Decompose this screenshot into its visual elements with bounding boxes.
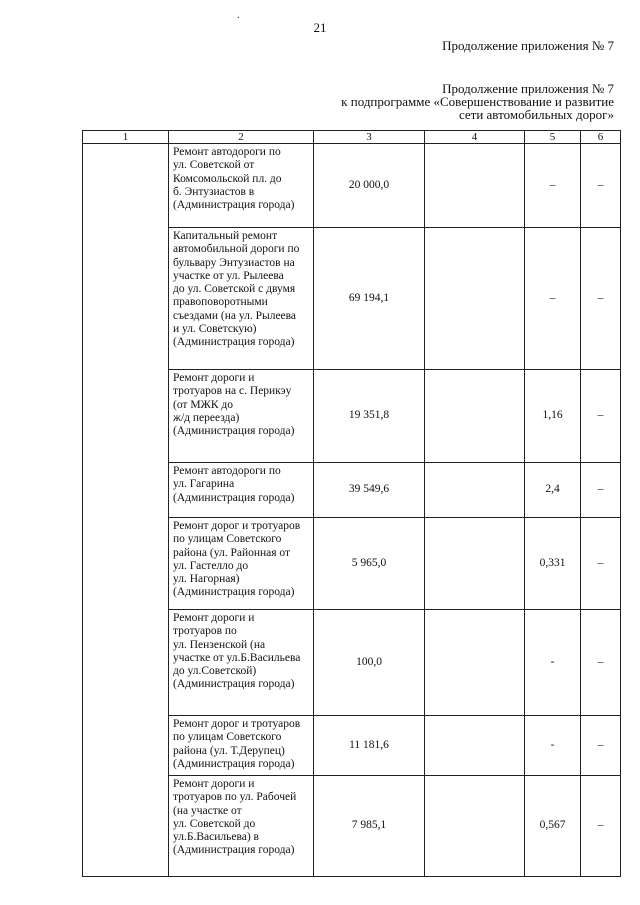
col6-cell: – (581, 228, 621, 370)
description-line: ул. Нагорная) (173, 573, 240, 586)
description-cell (169, 228, 314, 370)
col5-cell: – (525, 144, 581, 228)
description-line: района (ул. Районная от (173, 546, 291, 559)
description-line: и ул. Советскую) (173, 323, 257, 336)
description-line: (Администрация города) (173, 336, 295, 349)
continuation-line: сети автомобильных дорог» (458, 107, 614, 122)
amount-cell: 5 965,0 (314, 518, 425, 610)
description-line: (Администрация города) (173, 199, 295, 212)
col6-cell: – (581, 144, 621, 228)
description-cell (169, 463, 314, 518)
col5-cell: - (525, 716, 581, 776)
continuation-line: к подпрограмме «Совершенствование и развитие (341, 94, 614, 109)
col4-cell (425, 144, 525, 228)
col4-cell (425, 716, 525, 776)
col5-cell: 0,567 (525, 776, 581, 877)
description-line: съездами (на ул. Рылеева (173, 309, 297, 322)
description-line: (Администрация города) (173, 586, 295, 599)
col4-cell (425, 463, 525, 518)
col1-cell (83, 144, 169, 877)
description-cell (169, 610, 314, 716)
description-line: по улицам Советского (173, 533, 282, 546)
description-line: по улицам Советского (173, 731, 282, 744)
amount-cell: 69 194,1 (314, 228, 425, 370)
description-line: (от МЖК до (173, 398, 234, 411)
col5-cell: 2,4 (525, 463, 581, 518)
col6-cell: – (581, 370, 621, 463)
description-line: (Администрация города) (173, 757, 295, 770)
col6-cell: – (581, 518, 621, 610)
appendix-table (82, 130, 621, 877)
col4-cell (425, 610, 525, 716)
description-line: ж/д переезда) (173, 411, 240, 424)
description-line: автомобильной дороги по (173, 243, 300, 256)
description-line: ул. Пензенской (на (173, 638, 266, 651)
continuation-heading-block (341, 82, 614, 121)
description-line: Ремонт дороги и (173, 372, 255, 384)
description-line: участке от ул. Рылеева (173, 269, 284, 282)
column-number: 6 (581, 131, 621, 144)
amount-cell: 20 000,0 (314, 144, 425, 228)
description-line: ул. Советской до (173, 817, 256, 830)
description-cell (169, 716, 314, 776)
col4-cell (425, 518, 525, 610)
col5-cell: - (525, 610, 581, 716)
description-line: (Администрация города) (173, 491, 295, 504)
column-number: 2 (169, 131, 314, 144)
column-number: 4 (425, 131, 525, 144)
description-line: Ремонт автодороги по (173, 465, 281, 477)
amount-cell: 11 181,6 (314, 716, 425, 776)
continuation-line: Продолжение приложения № 7 (442, 81, 614, 96)
description-line: района (ул. Т.Дерупец) (173, 744, 285, 757)
description-line: Ремонт дороги и (173, 612, 255, 624)
description-line: тротуаров по ул. Рабочей (173, 791, 297, 804)
amount-cell: 100,0 (314, 610, 425, 716)
description-line: до ул.Советской) (173, 665, 257, 678)
description-cell (169, 776, 314, 877)
stray-dot: . (237, 10, 240, 21)
page-number: 21 (313, 20, 327, 35)
col5-cell: 0,331 (525, 518, 581, 610)
col6-cell: – (581, 776, 621, 877)
col4-cell (425, 370, 525, 463)
amount-cell: 7 985,1 (314, 776, 425, 877)
col6-cell: – (581, 716, 621, 776)
description-line: Ремонт автодороги по (173, 146, 281, 158)
description-cell (169, 370, 314, 463)
column-number: 5 (525, 131, 581, 144)
description-line: (Администрация города) (173, 678, 295, 691)
description-line: Комсомольской пл. до (173, 172, 282, 185)
description-line: тротуаров на с. Перикэу (173, 385, 292, 398)
description-line: ул. Советской от (173, 159, 255, 172)
description-line: (Администрация города) (173, 844, 295, 857)
col5-cell: 1,16 (525, 370, 581, 463)
description-line: б. Энтузиастов в (173, 185, 255, 198)
amount-cell: 39 549,6 (314, 463, 425, 518)
description-line: тротуаров по (173, 625, 237, 638)
description-line: Ремонт дорог и тротуаров (173, 520, 301, 532)
col4-cell (425, 776, 525, 877)
col6-cell: – (581, 610, 621, 716)
description-line: правоповоротными (173, 296, 268, 309)
column-number: 1 (83, 131, 169, 144)
continuation-heading-top: Продолжение приложения № 7 (442, 38, 614, 53)
table-row (83, 144, 621, 228)
col5-cell: – (525, 228, 581, 370)
description-line: бульвару Энтузиастов на (173, 256, 295, 269)
description-line: ул. Гагарина (173, 478, 235, 491)
description-line: ул.Б.Васильева) в (173, 831, 259, 844)
col4-cell (425, 228, 525, 370)
description-line: Ремонт дороги и (173, 778, 255, 790)
description-line: (Администрация города) (173, 425, 295, 438)
table-header-row (83, 131, 621, 144)
description-line: ул. Гастелло до (173, 559, 249, 572)
column-number: 3 (314, 131, 425, 144)
description-line: до ул. Советской с двумя (173, 283, 296, 296)
description-cell (169, 518, 314, 610)
description-line: Ремонт дорог и тротуаров (173, 718, 301, 730)
description-line: участке от ул.Б.Васильева (173, 651, 301, 664)
amount-cell: 19 351,8 (314, 370, 425, 463)
col6-cell: – (581, 463, 621, 518)
description-line: Капитальный ремонт (173, 230, 278, 242)
description-line: (на участке от (173, 804, 242, 817)
description-cell (169, 144, 314, 228)
